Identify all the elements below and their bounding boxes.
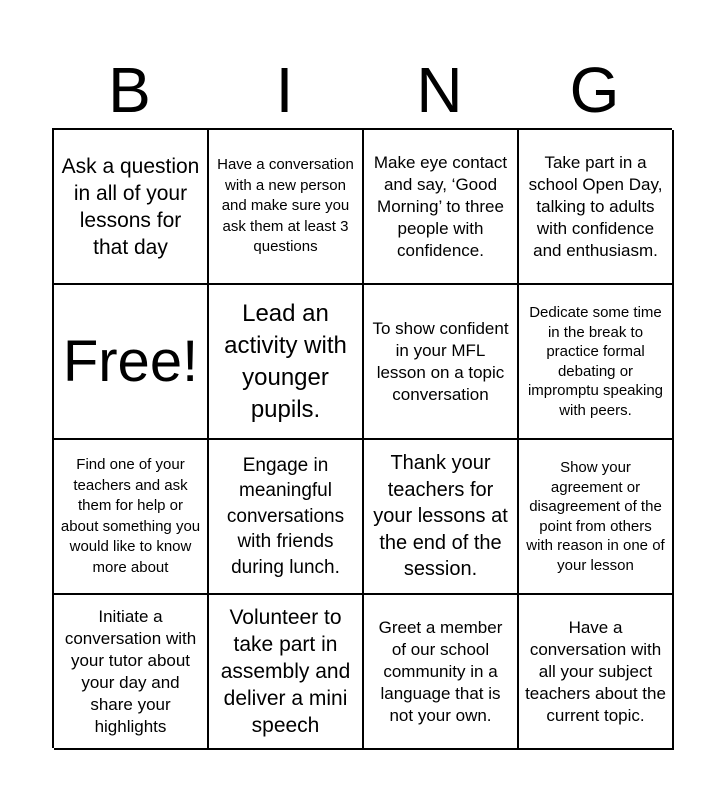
bingo-cell-text: Dedicate some time in the break to practice formal debating or impromptu speaking with peers. bbox=[527, 304, 664, 419]
bingo-cell-text: Have a conversation with a new person and make sure you ask them at least 3 questions bbox=[217, 156, 354, 256]
bingo-cell[interactable] bbox=[364, 130, 519, 285]
bingo-cell-text: Volunteer to take part in assembly and deliver a mini speech bbox=[220, 606, 351, 737]
bingo-cell[interactable] bbox=[364, 440, 519, 595]
header-letter-b: B bbox=[108, 54, 151, 126]
bingo-cell[interactable] bbox=[364, 285, 519, 440]
header-letter-i: I bbox=[275, 54, 294, 126]
bingo-cell-text: Ask a question in all of your lessons for that day bbox=[61, 154, 200, 259]
bingo-cell[interactable] bbox=[519, 440, 674, 595]
bingo-cell[interactable] bbox=[54, 440, 209, 595]
bingo-cell-text: Show your agreement or disagreement of the point from others with reason in one of your lesson bbox=[526, 459, 665, 574]
bingo-cell[interactable] bbox=[209, 440, 364, 595]
bingo-cell-text: To show confident in your MFL lesson on a topic conversation bbox=[372, 318, 509, 404]
bingo-cell-text: Lead an activity with younger pupils. bbox=[224, 299, 347, 423]
bingo-header bbox=[52, 50, 672, 130]
bingo-cell[interactable] bbox=[54, 130, 209, 285]
bingo-cell[interactable] bbox=[519, 130, 674, 285]
bingo-cell[interactable] bbox=[209, 595, 364, 750]
header-letter-n: N bbox=[416, 54, 463, 126]
bingo-cell-text: Make eye contact and say, ‘Good Morning’ to three people with confidence. bbox=[373, 152, 508, 260]
bingo-cell-free[interactable] bbox=[54, 285, 209, 440]
bingo-cell-text: Greet a member of our school community in a language that is not your own. bbox=[378, 617, 503, 725]
bingo-cell-text: Initiate a conversation with your tutor about your day and share your highlights bbox=[64, 606, 197, 736]
bingo-cell[interactable] bbox=[209, 130, 364, 285]
header-letter-g: G bbox=[569, 54, 620, 126]
bingo-cell[interactable] bbox=[519, 285, 674, 440]
bingo-cell-text: Find one of your teachers and ask them for help or about something you would like to know more about bbox=[60, 456, 201, 576]
bingo-cell-text: Have a conversation with all your subject teachers about the current topic. bbox=[525, 617, 666, 725]
bingo-grid bbox=[52, 128, 672, 748]
bingo-cell[interactable] bbox=[54, 595, 209, 750]
bingo-cell[interactable] bbox=[209, 285, 364, 440]
bingo-cell-text: Free! bbox=[62, 328, 199, 394]
bingo-cell[interactable] bbox=[519, 595, 674, 750]
bingo-cell-text: Engage in meaningful conversations with friends during lunch. bbox=[226, 454, 345, 578]
bingo-cell[interactable] bbox=[364, 595, 519, 750]
bingo-cell-text: Thank your teachers for your lessons at the end of the session. bbox=[373, 452, 508, 581]
bingo-cell-text: Take part in a school Open Day, talking to adults with confidence and enthusiasm. bbox=[528, 152, 663, 260]
